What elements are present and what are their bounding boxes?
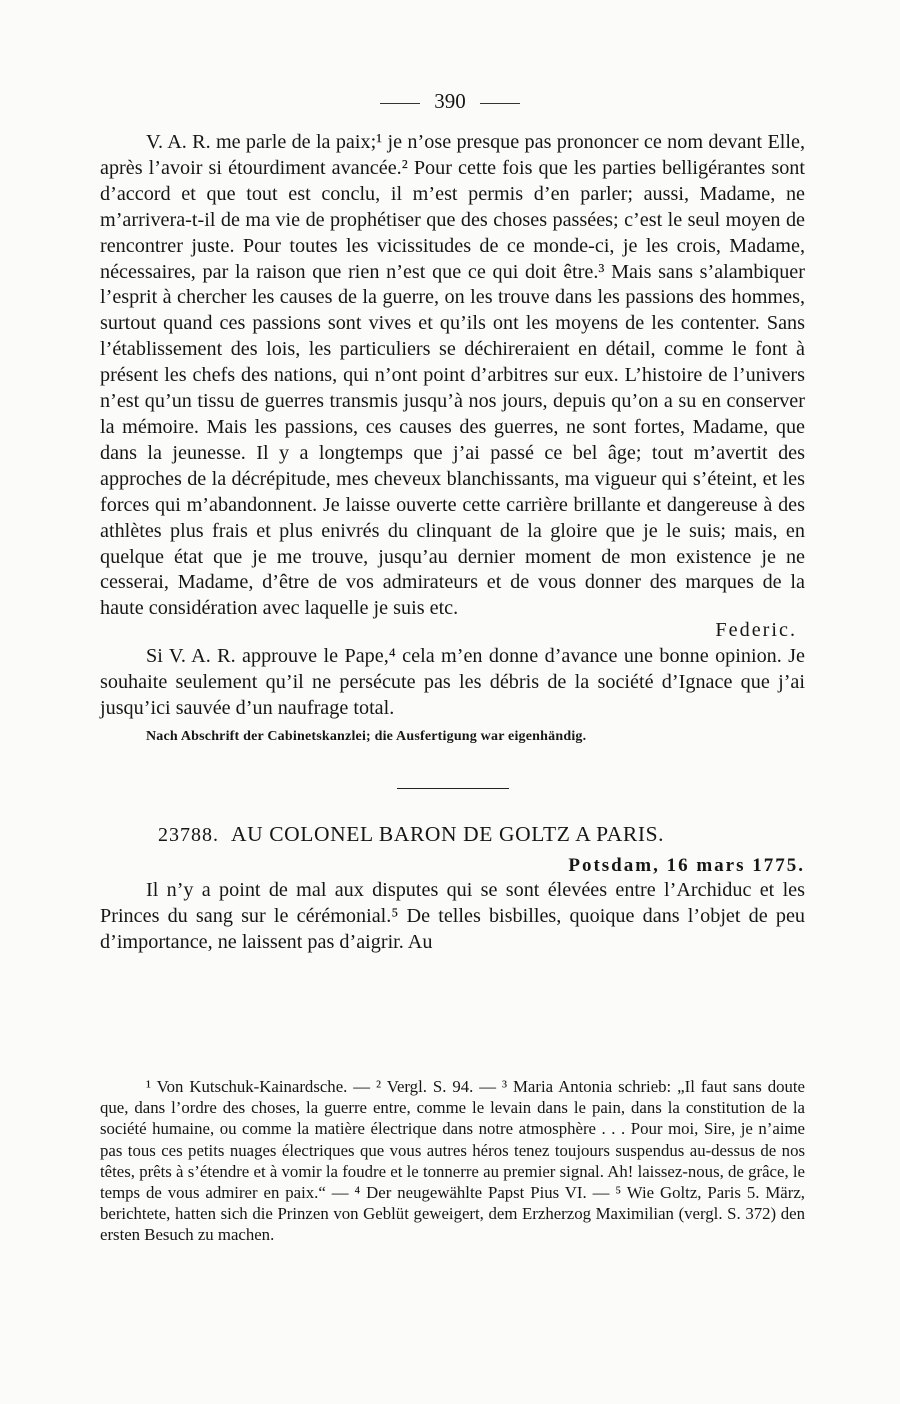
footnotes [100, 1076, 805, 1246]
document-title: AU COLONEL BARON DE GOLTZ A PARIS. [231, 821, 665, 846]
source-note: Nach Abschrift der Cabinetskanzlei; die Ausfertigung war eigenhändig. [146, 728, 587, 744]
section-divider [397, 788, 509, 789]
page-number [0, 86, 900, 116]
postscript: Si V. A. R. approuve le Pape,⁴ cela m’en donne d’avance une bonne opinion. Je souhaite seulement qu’il ne persécute pas les débris de la société d’Ignace que j’ai jusqu’ici sauvée d’un naufrage total. [100, 645, 805, 719]
document-paragraph: Il n’y a point de mal aux disputes qui se sont élevées entre l’Archiduc et les Princes du sang sur le cérémonial.⁵ De telles bisbilles, quoique dans l’objet de peu d’importance, ne laissent pas d’aigrir. Au [100, 878, 805, 953]
place-date: Potsdam, 16 mars 1775. [568, 854, 805, 876]
right-dash [480, 103, 520, 104]
signature: Federic. [715, 619, 797, 642]
footnote-text: ¹ Von Kutschuk-Kainardsche. — ² Vergl. S. 94. — ³ Maria Antonia schrieb: „Il faut sans doute que, dans l’ordre des choses, la guerre entre, comme le levain dans le pain, dans la constitution de la société humaine, ou comme la matière électrique dans notre atmosphère . . . Pour moi, Sire, je n’aime pas tous ces petits nuages électriques que vous autres héros tenez toujours suspendus au-dessus de nos têtes, prêts à s’étendre et à vomir la foudre et le tonnerre au premier signal. Ah! laissez-nous, de grâce, le temps de vous admirer en paix.“ — ⁴ Der neugewählte Papst Pius VI. — ⁵ Wie Goltz, Paris 5. März, berichtete, hatten sich die Prinzen von Geblüt geweigert, dem Erzherzog Maximilian (vergl. S. 372) den ersten Besuch zu machen. [100, 1077, 805, 1245]
letter-paragraph: V. A. R. me parle de la paix;¹ je n’ose presque pas prononcer ce nom devant Elle, après l’avoir si étourdiment avancée.² Pour cette fois que les parties belligérantes sont d’accord et que tout est conclu, il m’est permis d’en parler; aussi, Madame, ne m’arrivera-t-il de ma vie de prophétiser que des choses passées; c’est le seul moyen de rencontrer juste. Pour toutes les vicissitudes de ce monde-ci, je les crois, Madame, nécessaires, par la raison que rien n’est que ce qui doit être.³ Mais sans s’alambiquer l’esprit à chercher les causes de la guerre, on les trouve dans les passions des hommes, surtout quand ces passions sont vives et qu’ils ont les moyens de les contenter. Sans l’établissement des lois, les particuliers se déchireraient en détail, comme le font à présent les chefs des nations, qui n’ont point d’arbitres sur eux. L’histoire de l’univers n’est qu’un tissu de guerres transmis jusqu’à nos jours, depuis qu’on a su en conserver la mémoire. Mais les passions, ces causes des guerres, ne sont fortes, Madame, que dans la jeunesse. Il y a longtemps que j’ai passé ce bel âge; tout m’avertit des approches de la décrépitude, mes cheveux blanchissants, ma vigueur qui s’éteint, et les forces qui m’abandonnent. Je laisse ouverte cette carrière brillante et dangereuse à des athlètes plus frais et plus enivrés du clinquant de la gloire que je le suis; mais, en quelque état que je me trouve, jusqu’au dernier moment de mon existence je ne cesserai, Madame, d’être de vos admirateurs et de vous donner des marques de la haute considération avec laquelle je suis etc. [100, 131, 805, 620]
main-text [100, 130, 805, 956]
document-heading [100, 821, 805, 848]
left-dash [380, 103, 420, 104]
page-number-text: 390 [434, 89, 466, 113]
document-number: 23788. [158, 823, 219, 846]
